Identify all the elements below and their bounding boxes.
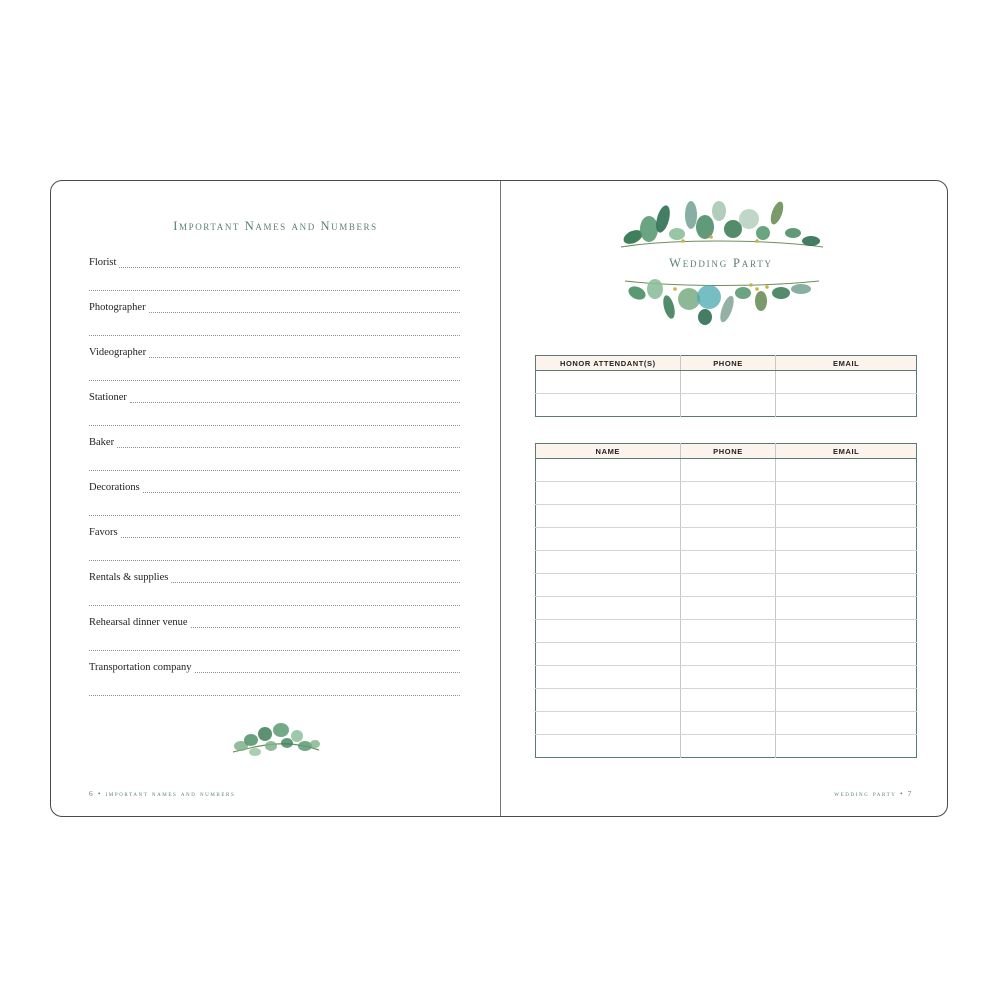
- write-in-line[interactable]: [171, 582, 460, 583]
- write-in-line[interactable]: [89, 380, 460, 381]
- table-cell[interactable]: [680, 689, 776, 712]
- write-in-line[interactable]: [89, 515, 460, 516]
- table-cell[interactable]: [680, 712, 776, 735]
- table-cell[interactable]: [680, 620, 776, 643]
- table-cell[interactable]: [680, 597, 776, 620]
- table-cell[interactable]: [776, 689, 917, 712]
- field-label: Rentals & supplies: [89, 572, 169, 583]
- table-cell[interactable]: [776, 574, 917, 597]
- table-cell[interactable]: [536, 574, 681, 597]
- table-cell[interactable]: [680, 551, 776, 574]
- field-label: Stationer: [89, 392, 127, 403]
- table-cell[interactable]: [536, 528, 681, 551]
- contact-field: [89, 382, 460, 427]
- table-cell[interactable]: [680, 482, 776, 505]
- eucalyptus-sprig-illustration: [229, 716, 325, 760]
- table-cell[interactable]: [680, 394, 776, 417]
- table-cell[interactable]: [536, 459, 681, 482]
- table-cell[interactable]: [776, 459, 917, 482]
- table-cell[interactable]: [776, 551, 917, 574]
- table-row: [536, 712, 917, 735]
- write-in-line[interactable]: [89, 290, 460, 291]
- table-cell[interactable]: [680, 459, 776, 482]
- table-cell[interactable]: [776, 482, 917, 505]
- field-label: Favors: [89, 527, 118, 538]
- table-cell[interactable]: [536, 689, 681, 712]
- column-header: PHONE: [680, 444, 776, 459]
- write-in-line[interactable]: [89, 605, 460, 606]
- column-header: EMAIL: [776, 444, 917, 459]
- write-in-line[interactable]: [121, 537, 460, 538]
- write-in-line[interactable]: [119, 267, 460, 268]
- honor-attendant-table: [535, 355, 917, 417]
- table-cell[interactable]: [776, 643, 917, 666]
- field-label: Florist: [89, 257, 117, 268]
- notebook-spread: [50, 180, 948, 817]
- field-label: Baker: [89, 437, 115, 448]
- table-cell[interactable]: [776, 597, 917, 620]
- write-in-line[interactable]: [143, 492, 460, 493]
- table-row: [536, 620, 917, 643]
- contact-field: [89, 562, 460, 607]
- field-label: Videographer: [89, 347, 147, 358]
- table-cell[interactable]: [536, 643, 681, 666]
- table-row: [536, 394, 917, 417]
- table-row: [536, 689, 917, 712]
- table-cell[interactable]: [776, 666, 917, 689]
- wedding-party-table: [535, 443, 917, 758]
- table-cell[interactable]: [680, 666, 776, 689]
- table-cell[interactable]: [536, 505, 681, 528]
- contact-field: [89, 247, 460, 292]
- table-cell[interactable]: [776, 735, 917, 758]
- table-cell[interactable]: [680, 735, 776, 758]
- page-title: Important Names and Numbers: [173, 219, 378, 233]
- table-row: [536, 735, 917, 758]
- column-header: EMAIL: [776, 356, 917, 371]
- contact-field: [89, 472, 460, 517]
- write-in-line[interactable]: [191, 627, 460, 628]
- page-footer-right: wedding party • 7: [834, 789, 913, 798]
- write-in-line[interactable]: [130, 402, 460, 403]
- table-cell[interactable]: [680, 371, 776, 394]
- table-row: [536, 482, 917, 505]
- table-cell[interactable]: [680, 574, 776, 597]
- write-in-line[interactable]: [89, 425, 460, 426]
- table-row: [536, 528, 917, 551]
- table-row: [536, 371, 917, 394]
- contact-field: [89, 427, 460, 472]
- table-row: [536, 574, 917, 597]
- table-row: [536, 666, 917, 689]
- write-in-line[interactable]: [149, 357, 460, 358]
- contact-field: [89, 607, 460, 652]
- write-in-line[interactable]: [89, 650, 460, 651]
- table-cell[interactable]: [536, 620, 681, 643]
- page-footer-left: 6 • important names and numbers: [89, 789, 236, 798]
- right-page: [501, 181, 949, 816]
- field-label: Photographer: [89, 302, 146, 313]
- write-in-line[interactable]: [195, 672, 460, 673]
- write-in-line[interactable]: [117, 447, 460, 448]
- table-cell[interactable]: [536, 551, 681, 574]
- table-cell[interactable]: [776, 528, 917, 551]
- table-cell[interactable]: [536, 482, 681, 505]
- table-cell[interactable]: [680, 643, 776, 666]
- table-cell[interactable]: [776, 712, 917, 735]
- contact-field: [89, 517, 460, 562]
- contact-field: [89, 652, 460, 697]
- field-label: Decorations: [89, 482, 140, 493]
- write-in-line[interactable]: [89, 695, 460, 696]
- write-in-line[interactable]: [89, 560, 460, 561]
- write-in-line[interactable]: [149, 312, 460, 313]
- field-label: Transportation company: [89, 662, 192, 673]
- table-cell[interactable]: [536, 735, 681, 758]
- column-header: NAME: [536, 444, 681, 459]
- table-cell[interactable]: [536, 371, 681, 394]
- table-cell[interactable]: [536, 666, 681, 689]
- table-cell[interactable]: [776, 505, 917, 528]
- left-page: [51, 181, 500, 816]
- table-cell[interactable]: [680, 528, 776, 551]
- table-row: [536, 597, 917, 620]
- table-cell[interactable]: [536, 712, 681, 735]
- contact-field: [89, 337, 460, 382]
- contact-fields: [89, 247, 460, 697]
- table-cell[interactable]: [776, 394, 917, 417]
- table-row: [536, 551, 917, 574]
- table-cell[interactable]: [536, 394, 681, 417]
- column-header: PHONE: [680, 356, 776, 371]
- table-row: [536, 459, 917, 482]
- table-row: [536, 505, 917, 528]
- table-cell[interactable]: [536, 597, 681, 620]
- table-row: [536, 643, 917, 666]
- write-in-line[interactable]: [89, 335, 460, 336]
- field-label: Rehearsal dinner venue: [89, 617, 188, 628]
- table-cell[interactable]: [776, 620, 917, 643]
- table-cell[interactable]: [680, 505, 776, 528]
- page-title: Wedding Party: [601, 254, 841, 273]
- column-header: HONOR ATTENDANT(S): [536, 356, 681, 371]
- write-in-line[interactable]: [89, 470, 460, 471]
- table-cell[interactable]: [776, 371, 917, 394]
- contact-field: [89, 292, 460, 337]
